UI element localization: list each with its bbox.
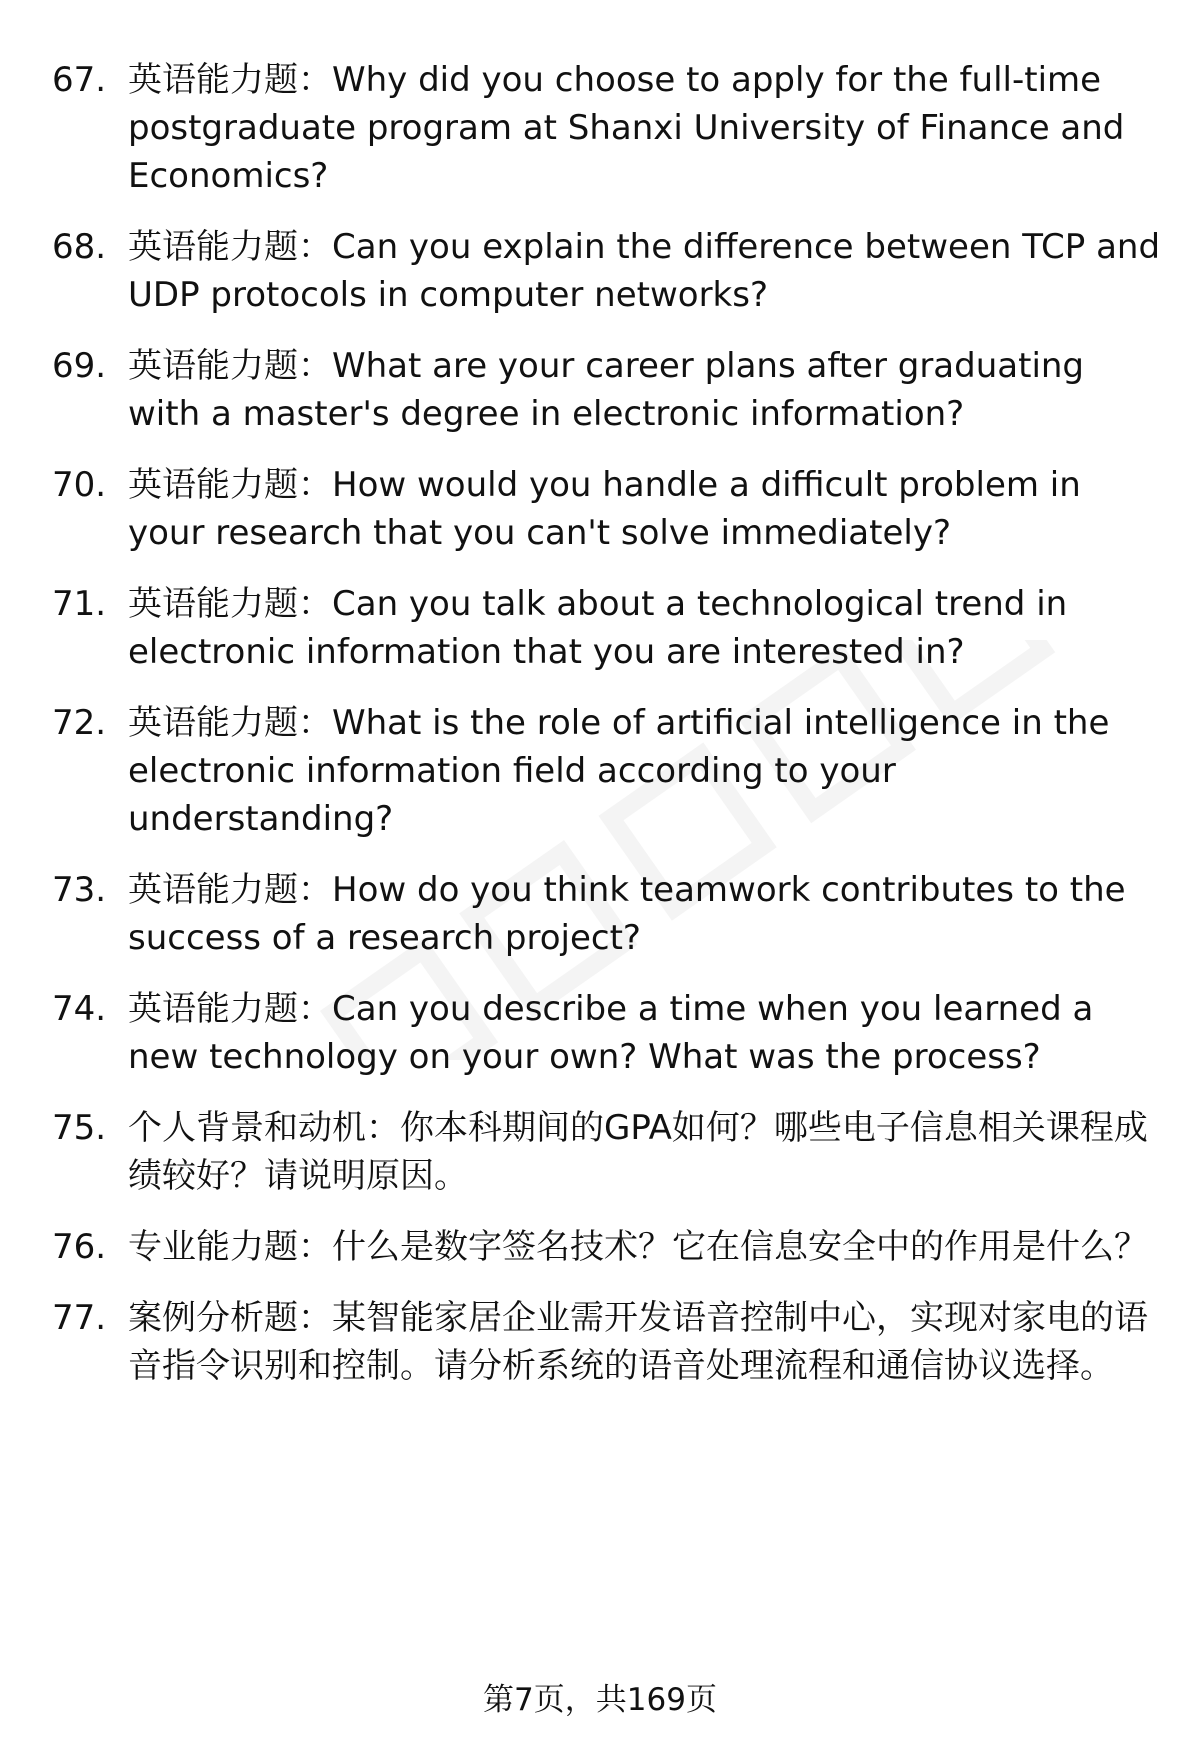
question-item [52,342,1162,438]
question-item [52,1223,1162,1271]
question-text: 英语能力题：What is the role of artificial intelligence in the electronic information field according to your understanding? [128,703,1110,839]
question-text: 英语能力题：How do you think teamwork contributes to the success of a research project? [128,870,1126,958]
question-text: 案例分析题：某智能家居企业需开发语音控制中心，实现对家电的语音指令识别和控制。请分析系统的语音处理流程和通信协议选择。 [128,1298,1148,1386]
question-number: 69. [52,346,107,386]
page-footer [0,1680,1200,1720]
question-item [52,699,1162,843]
question-item [52,985,1162,1081]
question-number: 68. [52,227,107,267]
question-text: 专业能力题：什么是数字签名技术？它在信息安全中的作用是什么？ [128,1227,1148,1267]
question-text: 个人背景和动机：你本科期间的GPA如何？哪些电子信息相关课程成绩较好？请说明原因。 [128,1108,1148,1196]
question-text: 英语能力题：Why did you choose to apply for the full-time postgraduate program at Shanxi University of Finance and Economics? [128,60,1125,196]
question-text: 英语能力题：How would you handle a difficult problem in your research that you can't solve immediately? [128,465,1081,553]
question-number: 71. [52,584,107,624]
question-number: 74. [52,989,107,1029]
question-text: 英语能力题：What are your career plans after graduating with a master's degree in electronic information? [128,346,1085,434]
question-item [52,1294,1162,1390]
question-item [52,56,1162,200]
question-list [52,56,1162,1413]
question-number: 76. [52,1227,107,1267]
question-item [52,866,1162,962]
question-number: 70. [52,465,107,505]
question-number: 67. [52,60,107,100]
question-number: 73. [52,870,107,910]
question-number: 75. [52,1108,107,1148]
question-item [52,461,1162,557]
question-item [52,1104,1162,1200]
question-number: 77. [52,1298,107,1338]
question-number: 72. [52,703,107,743]
question-text: 英语能力题：Can you describe a time when you learned a new technology on your own? What was the process? [128,989,1094,1077]
question-text: 英语能力题：Can you talk about a technological trend in electronic information that you are interested in? [128,584,1068,672]
question-text: 英语能力题：Can you explain the difference between TCP and UDP protocols in computer networks? [128,227,1161,315]
question-item [52,580,1162,676]
question-item [52,223,1162,319]
page-number-label: 第7页，共169页 [483,1682,717,1718]
